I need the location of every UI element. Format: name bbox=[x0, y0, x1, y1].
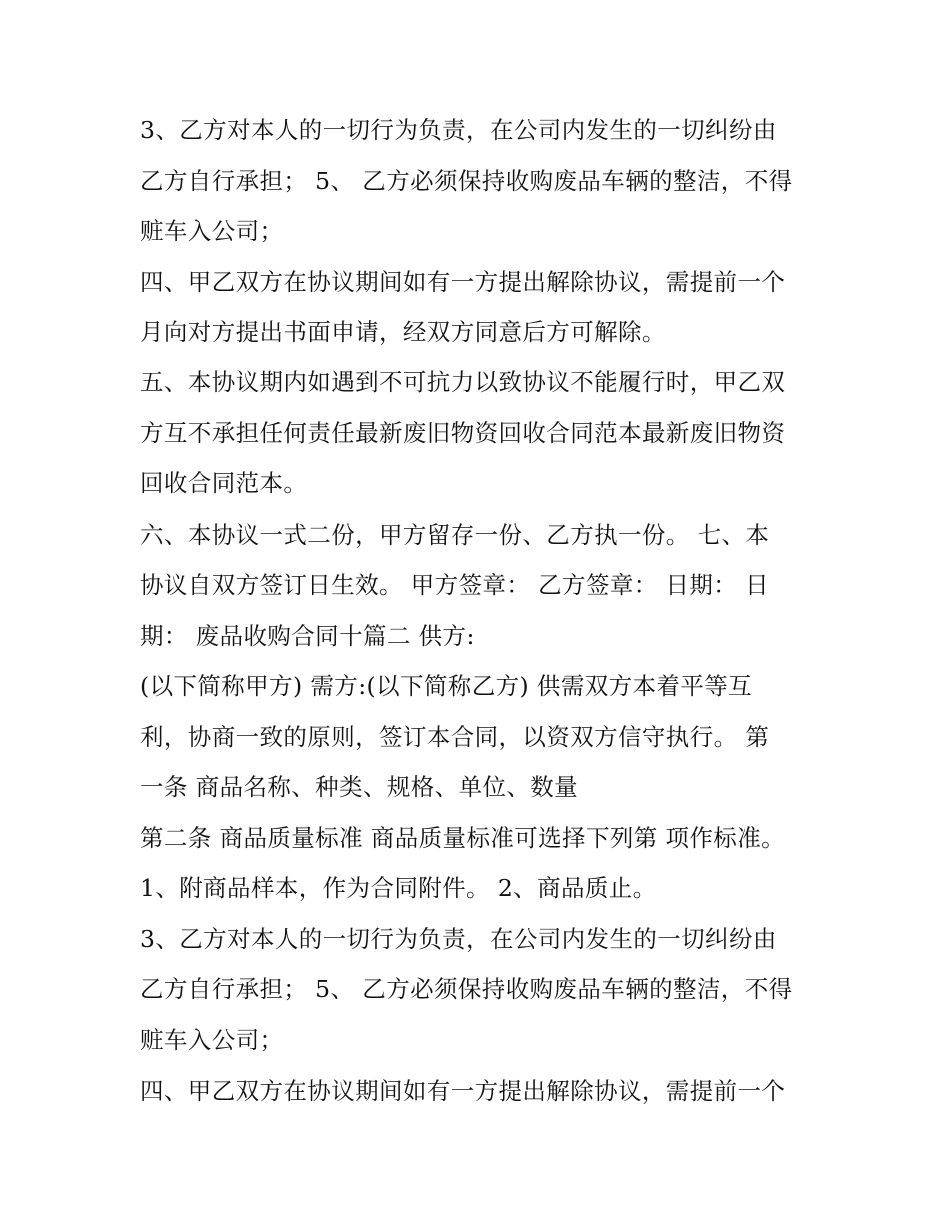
text-line: 四、甲乙双方在协议期间如有一方提出解除协议，需提前一个 bbox=[140, 268, 786, 296]
text-line: 乙方自行承担； 5、 乙方必须保持收购废品车辆的整洁，不得 bbox=[140, 167, 793, 195]
text-line: 第二条 商品质量标准 商品质量标准可选择下列第 项作标准。 bbox=[140, 824, 786, 852]
text-line: 方互不承担任何责任最新废旧物资回收合同范本最新废旧物资 bbox=[140, 419, 786, 447]
text-line: 3、乙方对本人的一切行为负责，在公司内发生的一切纠纷由 bbox=[140, 925, 777, 953]
text-line: 期： 废品收购合同十篇二 供方: bbox=[140, 622, 475, 650]
text-line: 一条 商品名称、种类、规格、单位、数量 bbox=[140, 773, 579, 801]
text-line: 赃车入公司； bbox=[140, 217, 284, 245]
text-line: 月向对方提出书面申请，经双方同意后方可解除。 bbox=[140, 318, 666, 346]
text-line: 回收合同范本。 bbox=[140, 469, 308, 497]
text-line: 协议自双方签订日生效。 甲方签章： 乙方签章： 日期： 日 bbox=[140, 571, 769, 599]
text-line: 赃车入公司； bbox=[140, 1026, 284, 1054]
text-line: 四、甲乙双方在协议期间如有一方提出解除协议，需提前一个 bbox=[140, 1077, 786, 1105]
text-line: 五、本协议期内如遇到不可抗力以致协议不能履行时，甲乙双 bbox=[140, 368, 786, 396]
text-line: 六、本协议一式二份，甲方留存一份、乙方执一份。 七、本 bbox=[140, 521, 770, 549]
text-line: 3、乙方对本人的一切行为负责，在公司内发生的一切纠纷由 bbox=[140, 116, 777, 144]
text-line: 利，协商一致的原则，签订本合同，以资双方信守执行。 第 bbox=[140, 723, 770, 751]
text-line: 1、附商品样本，作为合同附件。 2、商品质止。 bbox=[140, 874, 657, 902]
text-line: 乙方自行承担； 5、 乙方必须保持收购废品车辆的整洁，不得 bbox=[140, 975, 793, 1003]
text-line: (以下简称甲方) 需方:(以下简称乙方) 供需双方本着平等互 bbox=[140, 672, 753, 700]
